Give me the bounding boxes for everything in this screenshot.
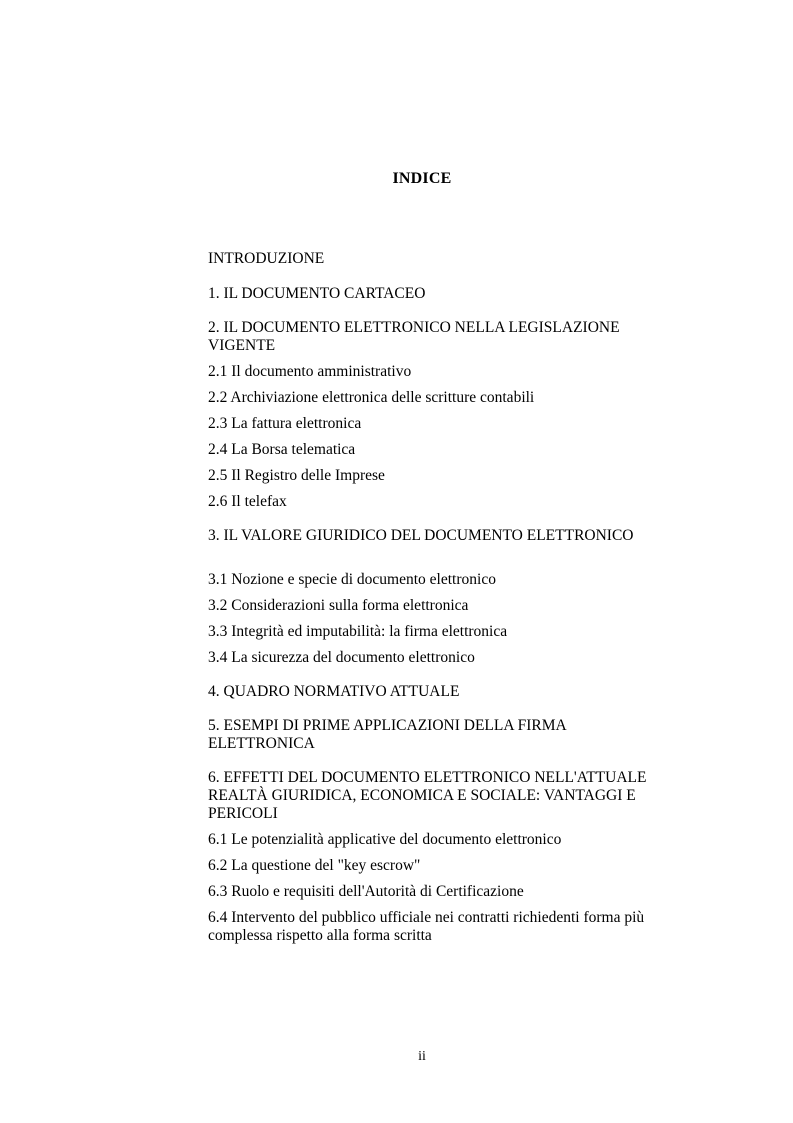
toc-entry-6-4: 6.4 Intervento del pubblico ufficiale nei contratti richiedenti forma più complessa rispetto alla forma scritta <box>208 909 645 944</box>
toc-entry-chapter-2: 2. IL DOCUMENTO ELETTRONICO NELLA LEGISLAZIONE VIGENTE <box>208 319 620 354</box>
toc-entry-3-1: 3.1 Nozione e specie di documento elettronico <box>208 571 496 588</box>
toc-entry-3-2: 3.2 Considerazioni sulla forma elettronica <box>208 597 469 614</box>
toc-entry-6-2: 6.2 La questione del "key escrow" <box>208 857 421 874</box>
toc-entry-chapter-1: 1. IL DOCUMENTO CARTACEO <box>208 285 426 302</box>
page-number: ii <box>418 1049 426 1064</box>
toc-entry-introduzione: INTRODUZIONE <box>208 250 325 267</box>
toc-entry-3-4: 3.4 La sicurezza del documento elettronico <box>208 649 475 666</box>
toc-entry-6-3: 6.3 Ruolo e requisiti dell'Autorità di Certificazione <box>208 883 524 900</box>
toc-entry-3-3: 3.3 Integrità ed imputabilità: la firma elettronica <box>208 623 508 640</box>
toc-entry-2-1: 2.1 Il documento amministrativo <box>208 363 412 380</box>
toc-entry-2-3: 2.3 La fattura elettronica <box>208 415 362 432</box>
toc-entry-chapter-5: 5. ESEMPI DI PRIME APPLICAZIONI DELLA FIRMA ELETTRONICA <box>208 717 566 752</box>
toc-entry-2-5: 2.5 Il Registro delle Imprese <box>208 467 385 484</box>
page-title: INDICE <box>392 170 452 187</box>
toc-entry-2-4: 2.4 La Borsa telematica <box>208 441 356 458</box>
toc-entry-2-6: 2.6 Il telefax <box>208 493 287 510</box>
toc-entry-chapter-6: 6. EFFETTI DEL DOCUMENTO ELETTRONICO NELL'ATTUALE REALTÀ GIURIDICA, ECONOMICA E SOCIALE: VANTAGGI E PERICOLI <box>208 769 647 822</box>
toc-entry-chapter-4: 4. QUADRO NORMATIVO ATTUALE <box>208 683 460 700</box>
toc-entry-2-2: 2.2 Archiviazione elettronica delle scritture contabili <box>208 389 535 406</box>
toc-entry-chapter-3: 3. IL VALORE GIURIDICO DEL DOCUMENTO ELETTRONICO <box>208 527 634 544</box>
toc-entry-6-1: 6.1 Le potenzialità applicative del documento elettronico <box>208 831 562 848</box>
